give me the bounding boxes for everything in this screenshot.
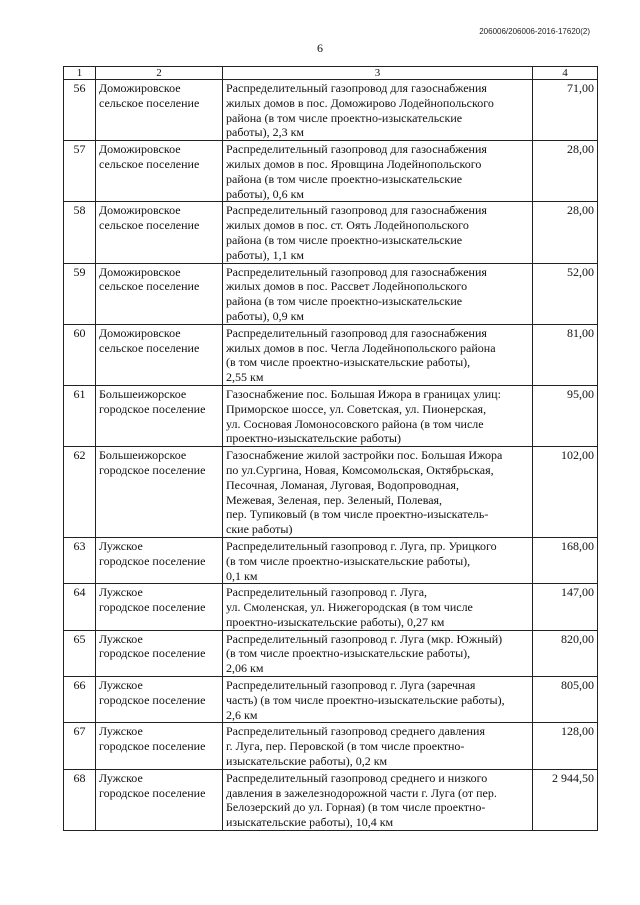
settlement-name: Лужское городское поселение — [96, 769, 223, 830]
table-header — [64, 67, 598, 80]
row-number: 65 — [64, 630, 96, 676]
funding-amount: 168,00 — [533, 537, 598, 583]
project-description: Распределительный газопровод г. Луга, пр. Урицкого (в том числе проектно-изыскательские работы), 0,1 км — [223, 537, 533, 583]
funding-amount: 52,00 — [533, 263, 598, 324]
row-number: 61 — [64, 385, 96, 446]
row-number: 57 — [64, 141, 96, 202]
row-number: 66 — [64, 677, 96, 723]
funding-amount: 128,00 — [533, 723, 598, 769]
table-row — [64, 677, 598, 723]
funding-amount: 2 944,50 — [533, 769, 598, 830]
project-description: Распределительный газопровод для газоснабжения жилых домов в пос. ст. Оять Лодейнопольского района (в том числе проектно-изыскательские работы), 1,1 км — [223, 202, 533, 263]
table-row — [64, 263, 598, 324]
column-number-row — [64, 67, 598, 80]
table-body — [64, 80, 598, 831]
row-number: 59 — [64, 263, 96, 324]
settlement-name: Лужское городское поселение — [96, 723, 223, 769]
project-description: Распределительный газопровод для газоснабжения жилых домов в пос. Чегла Лодейнопольского района (в том числе проектно-изыскательские работы), 2,55 км — [223, 324, 533, 385]
table-row — [64, 537, 598, 583]
table-row — [64, 630, 598, 676]
funding-amount: 71,00 — [533, 80, 598, 141]
gas-pipeline-table — [63, 66, 598, 831]
column-header-3: 3 — [223, 67, 533, 80]
funding-amount: 28,00 — [533, 202, 598, 263]
row-number: 63 — [64, 537, 96, 583]
project-description: Газоснабжение пос. Большая Ижора в границах улиц: Приморское шоссе, ул. Советская, ул. Пионерская, ул. Сосновая Ломоносовского района (в том числе проектно-изыскательские работы) — [223, 385, 533, 446]
settlement-name: Лужское городское поселение — [96, 537, 223, 583]
project-description: Распределительный газопровод среднего и низкого давления в зажелезнодорожной части г. Луга (от пер. Белозерский до ул. Горная) (в том числе проектно- изыскательские работы), 10,4 км — [223, 769, 533, 830]
project-description: Распределительный газопровод для газоснабжения жилых домов в пос. Доможирово Лодейнопольского района (в том числе проектно-изыскательские работы), 2,3 км — [223, 80, 533, 141]
project-description: Газоснабжение жилой застройки пос. Большая Ижора по ул.Сургина, Новая, Комсомольская, Октябрьская, Песочная, Ломаная, Луговая, Водопроводная, Межевая, Зеленая, пер. Зеленый, Полевая, пер. Тупиковый (в том числе проектно-изыскатель- ские работы) — [223, 447, 533, 538]
settlement-name: Доможировское сельское поселение — [96, 263, 223, 324]
document-code: 206006/206006-2016-17620(2) — [479, 27, 590, 36]
page-number: 6 — [317, 41, 323, 55]
row-number: 62 — [64, 447, 96, 538]
table-row — [64, 80, 598, 141]
settlement-name: Доможировское сельское поселение — [96, 202, 223, 263]
project-description: Распределительный газопровод среднего давления г. Луга, пер. Перовской (в том числе проектно- изыскательские работы), 0,2 км — [223, 723, 533, 769]
project-description: Распределительный газопровод для газоснабжения жилых домов в пос. Рассвет Лодейнопольского района (в том числе проектно-изыскательские работы), 0,9 км — [223, 263, 533, 324]
column-header-1: 1 — [64, 67, 96, 80]
table-row — [64, 769, 598, 830]
column-header-4: 4 — [533, 67, 598, 80]
settlement-name: Доможировское сельское поселение — [96, 80, 223, 141]
funding-amount: 102,00 — [533, 447, 598, 538]
table-row — [64, 723, 598, 769]
funding-amount: 95,00 — [533, 385, 598, 446]
funding-amount: 28,00 — [533, 141, 598, 202]
row-number: 60 — [64, 324, 96, 385]
table-row — [64, 447, 598, 538]
settlement-name: Большеижорское городское поселение — [96, 385, 223, 446]
row-number: 58 — [64, 202, 96, 263]
table-row — [64, 324, 598, 385]
settlement-name: Лужское городское поселение — [96, 630, 223, 676]
project-description: Распределительный газопровод для газоснабжения жилых домов в пос. Яровщина Лодейнопольского района (в том числе проектно-изыскательские работы), 0,6 км — [223, 141, 533, 202]
column-header-2: 2 — [96, 67, 223, 80]
row-number: 56 — [64, 80, 96, 141]
settlement-name: Доможировское сельское поселение — [96, 324, 223, 385]
settlement-name: Лужское городское поселение — [96, 677, 223, 723]
row-number: 68 — [64, 769, 96, 830]
settlement-name: Доможировское сельское поселение — [96, 141, 223, 202]
project-description: Распределительный газопровод г. Луга (мкр. Южный) (в том числе проектно-изыскательские работы), 2,06 км — [223, 630, 533, 676]
funding-amount: 81,00 — [533, 324, 598, 385]
row-number: 67 — [64, 723, 96, 769]
funding-amount: 820,00 — [533, 630, 598, 676]
funding-amount: 147,00 — [533, 584, 598, 630]
settlement-name: Лужское городское поселение — [96, 584, 223, 630]
table-row — [64, 385, 598, 446]
funding-amount: 805,00 — [533, 677, 598, 723]
table-row — [64, 202, 598, 263]
row-number: 64 — [64, 584, 96, 630]
settlement-name: Большеижорское городское поселение — [96, 447, 223, 538]
table-row — [64, 141, 598, 202]
project-description: Распределительный газопровод г. Луга, ул. Смоленская, ул. Нижегородская (в том числе проектно-изыскательские работы), 0,27 км — [223, 584, 533, 630]
project-description: Распределительный газопровод г. Луга (заречная часть) (в том числе проектно-изыскательские работы), 2,6 км — [223, 677, 533, 723]
table-row — [64, 584, 598, 630]
